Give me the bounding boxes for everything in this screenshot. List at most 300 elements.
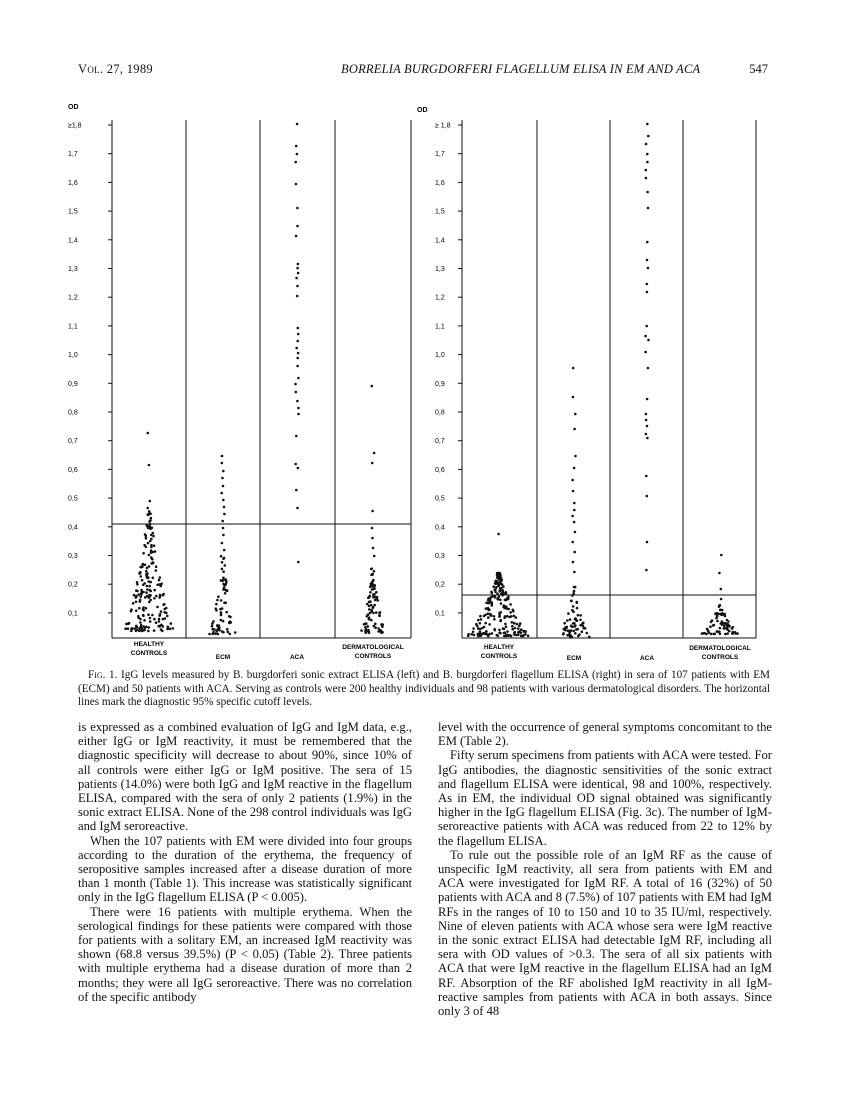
data-point — [148, 585, 151, 588]
data-point — [294, 463, 297, 466]
data-point — [146, 572, 149, 575]
data-point — [479, 622, 482, 625]
data-point — [375, 591, 378, 594]
data-point — [503, 604, 506, 607]
data-point — [378, 614, 381, 617]
data-point — [721, 623, 724, 626]
data-point — [144, 627, 147, 630]
data-point — [224, 564, 227, 567]
data-point — [564, 629, 567, 632]
data-point — [570, 600, 573, 603]
data-point — [498, 614, 501, 617]
data-point — [572, 611, 575, 614]
right-group-derm-2: CONTROLS — [701, 654, 739, 661]
data-point — [297, 377, 300, 380]
data-point — [363, 623, 366, 626]
data-point — [563, 622, 566, 625]
data-point — [296, 225, 299, 228]
data-point — [367, 614, 370, 617]
data-point — [145, 537, 148, 540]
left-data-points — [124, 123, 384, 636]
data-point — [220, 599, 223, 602]
data-point — [581, 630, 584, 633]
data-point — [644, 335, 647, 338]
data-point — [135, 601, 138, 604]
data-point — [222, 499, 225, 502]
data-point — [368, 618, 371, 621]
data-point — [566, 619, 569, 622]
data-point — [577, 614, 580, 617]
data-point — [296, 365, 299, 368]
y-tick-label: ≥1,8 — [68, 122, 82, 130]
data-point — [645, 569, 648, 572]
data-point — [374, 596, 377, 599]
data-point — [493, 628, 496, 631]
data-point — [216, 624, 219, 627]
left-group-derm-1: DERMATOLOGICAL — [342, 644, 404, 651]
data-point — [142, 614, 145, 617]
data-point — [477, 619, 480, 622]
y-tick-label: 0,5 — [435, 495, 445, 503]
data-point — [484, 622, 487, 625]
data-point — [485, 633, 488, 636]
data-point — [296, 285, 299, 288]
data-point — [579, 614, 582, 617]
data-point — [148, 554, 151, 557]
data-point — [297, 407, 300, 410]
data-point — [519, 622, 522, 625]
data-point — [223, 584, 226, 587]
data-point — [491, 632, 494, 635]
data-point — [644, 351, 647, 354]
data-point — [148, 565, 151, 568]
data-point — [574, 632, 577, 635]
data-point — [153, 597, 156, 600]
data-point — [142, 584, 145, 587]
data-point — [520, 635, 523, 638]
data-point — [491, 592, 494, 595]
data-point — [582, 622, 585, 625]
data-point — [151, 614, 154, 617]
data-point — [493, 615, 496, 618]
data-point — [124, 627, 127, 630]
data-point — [371, 510, 374, 513]
data-point — [505, 634, 508, 637]
data-point — [719, 627, 722, 630]
data-point — [149, 540, 152, 543]
data-point — [372, 588, 375, 591]
caption-text: IgG levels measured by B. burgdorferi sonic extract ELISA (left) and B. burgdorferi flagellum ELISA (right) in sera of 107 patients with EM (ECM) and 50 patients with ACA. Serving as controls were 200 healthy individuals and 98 patients with various dermatological disorders. The horizontal lines mark the diagnostic 95% specific cutoff levels. — [78, 669, 771, 709]
data-point — [480, 618, 483, 621]
data-point — [497, 635, 500, 638]
data-point — [153, 544, 156, 547]
data-point — [370, 619, 373, 622]
data-point — [726, 632, 729, 635]
data-point — [170, 622, 173, 625]
y-tick-label: 1,7 — [68, 151, 78, 159]
data-point — [575, 628, 578, 631]
figure-1 — [60, 96, 770, 668]
data-point — [371, 462, 374, 465]
data-point — [373, 570, 376, 573]
data-point — [565, 627, 568, 630]
data-point — [515, 634, 518, 637]
y-tick-label: ≥ 1,8 — [435, 122, 451, 130]
body-column-left — [78, 720, 412, 1004]
data-point — [375, 611, 378, 614]
data-point — [226, 628, 229, 631]
data-point — [494, 596, 497, 599]
data-point — [509, 611, 512, 614]
data-point — [505, 599, 508, 602]
data-point — [222, 470, 225, 473]
data-point — [154, 550, 157, 553]
data-point — [715, 617, 718, 620]
data-point — [224, 602, 227, 605]
data-point — [139, 595, 142, 598]
data-point — [222, 485, 225, 488]
data-point — [572, 561, 575, 564]
caption-label: Fig. 1. — [88, 669, 118, 681]
data-point — [147, 513, 150, 516]
data-point — [503, 617, 506, 620]
data-point — [572, 367, 575, 370]
data-point — [371, 585, 374, 588]
data-point — [208, 633, 211, 636]
y-tick-label: 1,5 — [435, 208, 445, 216]
data-point — [645, 169, 648, 172]
data-point — [152, 535, 155, 538]
data-point — [297, 272, 300, 275]
y-tick-label: 1,5 — [68, 208, 78, 216]
data-point — [723, 625, 726, 628]
data-point — [716, 630, 719, 633]
data-point — [498, 577, 501, 580]
data-point — [296, 153, 299, 156]
data-point — [296, 267, 299, 270]
data-point — [162, 603, 165, 606]
data-point — [720, 554, 723, 557]
data-point — [505, 605, 508, 608]
data-point — [506, 615, 509, 618]
data-point — [145, 546, 148, 549]
y-tick-label: 0,5 — [68, 495, 78, 503]
right-group-derm-1: DERMATOLOGICAL — [689, 645, 751, 652]
data-point — [148, 464, 151, 467]
data-point — [481, 627, 484, 630]
data-point — [472, 631, 475, 634]
data-point — [153, 618, 156, 621]
data-point — [496, 592, 499, 595]
data-point — [220, 579, 223, 582]
data-point — [726, 619, 729, 622]
data-point — [527, 635, 530, 638]
data-point — [211, 622, 214, 625]
data-point — [217, 633, 220, 636]
data-point — [500, 587, 503, 590]
data-point — [496, 574, 499, 577]
data-point — [573, 571, 576, 574]
data-point — [294, 383, 297, 386]
data-point — [150, 517, 153, 520]
data-point — [221, 561, 224, 564]
data-point — [492, 585, 495, 588]
data-point — [514, 631, 517, 634]
data-point — [472, 627, 475, 630]
data-point — [381, 623, 384, 626]
data-point — [365, 622, 368, 625]
right-group-aca: ACA — [639, 655, 655, 662]
data-point — [573, 551, 576, 554]
data-point — [645, 475, 648, 478]
data-point — [159, 594, 162, 597]
data-point — [498, 590, 501, 593]
y-tick-label: 0,7 — [435, 438, 445, 446]
data-point — [573, 467, 576, 470]
data-point — [172, 627, 175, 630]
data-point — [130, 627, 133, 630]
data-point — [732, 632, 735, 635]
data-point — [499, 632, 502, 635]
data-point — [577, 635, 580, 638]
y-tick-label: 1,0 — [435, 352, 445, 360]
data-point — [297, 327, 300, 330]
data-point — [295, 347, 298, 350]
data-point — [572, 396, 575, 399]
data-point — [296, 295, 299, 298]
data-point — [645, 413, 648, 416]
data-point — [645, 419, 648, 422]
data-point — [135, 625, 138, 628]
data-point — [646, 398, 649, 401]
data-point — [507, 596, 510, 599]
data-point — [227, 631, 230, 634]
data-point — [473, 634, 476, 637]
data-point — [579, 619, 582, 622]
data-point — [149, 617, 152, 620]
data-point — [152, 562, 155, 565]
data-point — [146, 507, 149, 510]
data-point — [572, 630, 575, 633]
data-point — [476, 625, 479, 628]
data-point — [517, 627, 520, 630]
data-point — [145, 570, 148, 573]
data-point — [509, 634, 512, 637]
data-point — [153, 629, 156, 632]
data-point — [220, 612, 223, 615]
data-point — [720, 588, 723, 591]
left-panel — [68, 104, 411, 661]
data-point — [144, 533, 147, 536]
data-point — [718, 630, 721, 633]
data-point — [646, 283, 649, 286]
data-point — [520, 628, 523, 631]
data-point — [574, 531, 577, 534]
data-point — [295, 145, 298, 148]
data-point — [479, 615, 482, 618]
y-tick-label: 1,2 — [435, 294, 445, 302]
data-point — [646, 191, 649, 194]
data-point — [646, 495, 649, 498]
figure-1-plots — [60, 96, 770, 668]
data-point — [369, 595, 372, 598]
data-point — [646, 541, 649, 544]
data-point — [646, 123, 649, 126]
data-point — [487, 612, 490, 615]
data-point — [371, 527, 374, 530]
data-point — [155, 565, 158, 568]
y-tick-label: 1,4 — [435, 237, 445, 245]
y-tick-label: 1,7 — [435, 151, 445, 159]
data-point — [220, 619, 223, 622]
y-tick-label: 0,2 — [68, 581, 78, 589]
data-point — [137, 593, 140, 596]
data-point — [158, 620, 161, 623]
data-point — [149, 581, 152, 584]
data-point — [511, 621, 514, 624]
data-point — [494, 588, 497, 591]
data-point — [504, 623, 507, 626]
data-point — [493, 618, 496, 621]
data-point — [490, 614, 493, 617]
y-tick-label: 0,4 — [435, 524, 445, 532]
data-point — [138, 607, 141, 610]
data-point — [467, 634, 470, 637]
data-point — [588, 636, 591, 639]
data-point — [221, 630, 224, 633]
data-point — [364, 632, 367, 635]
data-point — [373, 625, 376, 628]
data-point — [569, 618, 572, 621]
data-point — [148, 520, 151, 523]
data-point — [222, 570, 225, 573]
data-point — [584, 627, 587, 630]
data-point — [723, 627, 726, 630]
data-point — [153, 589, 156, 592]
data-point — [215, 607, 218, 610]
data-point — [499, 574, 502, 577]
data-point — [647, 339, 650, 342]
data-point — [513, 615, 516, 618]
data-point — [573, 586, 576, 589]
y-tick-label: 0,1 — [68, 610, 78, 618]
data-point — [148, 601, 151, 604]
data-point — [645, 177, 648, 180]
data-point — [220, 555, 223, 558]
data-point — [297, 263, 300, 266]
data-point — [297, 352, 300, 355]
data-point — [647, 267, 650, 270]
data-point — [125, 623, 128, 626]
data-point — [146, 567, 149, 570]
data-point — [146, 585, 149, 588]
y-tick-label: 1,0 — [68, 352, 78, 360]
paragraph: When the 107 patients with EM were divided into four groups according to the duration of the erythema, the frequency of seropositive samples increased after a disease duration of more than 1 month (Table 1). This increase was statistically significant only in the IgG flagellum ELISA (P < 0.005). — [78, 833, 412, 905]
data-point — [501, 593, 504, 596]
data-point — [488, 623, 491, 626]
right-y-axis — [435, 123, 462, 618]
data-point — [222, 527, 225, 530]
data-point — [512, 610, 515, 613]
data-point — [160, 610, 163, 613]
data-point — [372, 606, 375, 609]
data-point — [368, 605, 371, 608]
data-point — [571, 541, 574, 544]
data-point — [573, 622, 576, 625]
paragraph: level with the occurrence of general symptoms concomitant to the EM (Table 2). — [438, 720, 772, 749]
data-point — [487, 608, 490, 611]
data-point — [497, 533, 500, 536]
data-point — [586, 632, 589, 635]
data-point — [574, 413, 577, 416]
data-point — [365, 628, 368, 631]
y-tick-label: 1,3 — [435, 266, 445, 273]
data-point — [371, 385, 374, 388]
data-point — [502, 627, 505, 630]
data-point — [166, 615, 169, 618]
data-point — [645, 433, 648, 436]
data-point — [234, 631, 237, 634]
data-point — [140, 593, 143, 596]
data-point — [495, 586, 498, 589]
data-point — [367, 630, 370, 633]
data-point — [215, 603, 218, 606]
data-point — [366, 603, 369, 606]
data-point — [571, 594, 574, 597]
y-tick-label: 1,4 — [68, 237, 78, 245]
page-number: 547 — [749, 62, 768, 76]
data-point — [718, 572, 721, 575]
data-point — [130, 608, 133, 611]
data-point — [157, 625, 160, 628]
y-tick-label: 1,1 — [435, 323, 445, 331]
left-group-aca: ACA — [289, 654, 305, 661]
figure-caption — [78, 669, 770, 710]
data-point — [228, 622, 231, 625]
left-group-healthy-2: CONTROLS — [130, 650, 168, 657]
data-point — [360, 629, 363, 632]
data-point — [223, 506, 226, 509]
y-tick-label: 0,9 — [435, 380, 445, 388]
data-point — [710, 621, 713, 624]
data-point — [485, 601, 488, 604]
data-point — [381, 631, 384, 634]
data-point — [728, 625, 731, 628]
data-point — [373, 593, 376, 596]
y-tick-label: 0,6 — [435, 466, 445, 474]
y-tick-label: 1,6 — [68, 179, 78, 187]
data-point — [646, 161, 649, 164]
data-point — [158, 614, 161, 617]
data-point — [221, 455, 224, 458]
y-tick-label: 0,9 — [68, 380, 78, 388]
data-point — [573, 509, 576, 512]
data-point — [127, 627, 130, 630]
data-point — [142, 563, 145, 566]
y-tick-label: 0,1 — [435, 610, 445, 618]
data-point — [144, 596, 147, 599]
data-point — [149, 500, 152, 503]
data-point — [165, 612, 168, 615]
data-point — [295, 183, 298, 186]
data-point — [374, 599, 377, 602]
data-point — [136, 590, 139, 593]
data-point — [509, 603, 512, 606]
y-tick-label: 1,3 — [68, 266, 78, 273]
data-point — [647, 135, 650, 138]
data-point — [135, 609, 138, 612]
data-point — [217, 595, 220, 598]
